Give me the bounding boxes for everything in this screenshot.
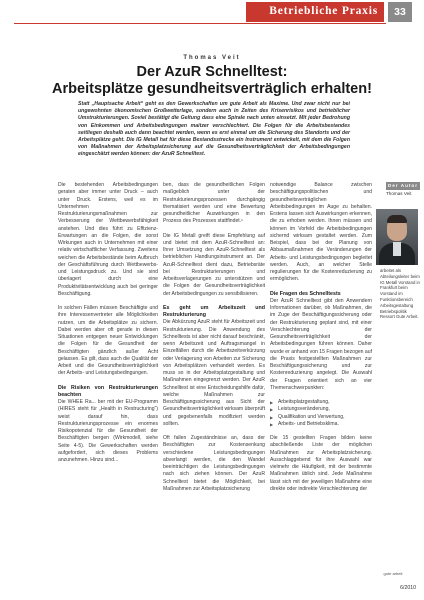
paragraph: In solchen Fällen müssen Beschäftigte und ihre Interessenvertreter alle Möglichkeiten nutzen, um die Arbeitsplätze zu sichern. Dabei werden aber oft gerade in diesen Situationen entgegen neuer Entwicklungen die Folgen für die Gesundheit der Beschäftigten gänzlich außer Acht gelassen. Es gilt, dass auch die Qualität der Arbeit und die Gesundheitsverträglichkeit der Arbeits- und Leistungsbedingungen. xyxy=(58,305,158,377)
paragraph: Die 15 gestellten Fragen bilden keine abschließende Liste der möglichen Maßnahmen zur Arbeitsplatzsicherung. Ausschlaggebend für ihre Auswahl war vielmehr die Häufigkeit, mit der bestimmte Maßnahmen üblich sind. Jede Maßnahme lässt sich mit der jeweiligen Maßnahme eine direkte oder indirekte Verschlechterung der xyxy=(270,435,372,492)
header-rule xyxy=(14,23,386,24)
list-item: ▶ Arbeitsplatzgestaltung, xyxy=(270,399,372,406)
subheading: Die Fragen des Schnelltests xyxy=(270,290,341,297)
list-item: ▶ Leistungsveränderung, xyxy=(270,406,372,413)
article-author: Thomas Veit xyxy=(183,55,241,61)
paragraph: Die Abkürzung AzuR steht für Arbeitszeit und Restrukturierung. Die Anwendung des Schnelltests ist aber nicht darauf beschränkt, wenn Arbeitszeit und Auftragsmangel in Einzelfällen durch die Arbeitszeitverkürzung oder Verlagerung von Arbeiten zur Sicherung von Arbeitsplätzen verhandelt werden. Es muss so in der Arbeitsplatzgestaltung und Maßnahmen eingegrenzt werden. Der AzuR Schnelltest ist eine Entscheidungshilfe dafür, welche Maßnahmen zur Beschäftigungssicherung aus Sicht der Gesundheitsverträglichkeit wirksam überprüft und gegebenenfalls modifiziert werden sollten. xyxy=(163,319,265,427)
paragraph: Die IG Metall greift diese Empfehlung auf und bietet mit dem AzuR-Schnelltest an: Ihrer Umsetzung den AzuR-Schnelltest als betrieblichen Handlungsinstrument an. Der AzuR-Schnelltest dient dazu, Betriebsräte bei Restrukturierungen und Arbeitsverlagerungen zu unterstützen und die Folgen der Gesundheitsverträglichkeit der Arbeitsbedingungen zu sensibilisieren. xyxy=(163,232,265,297)
article-lead: Statt „Hauptsache Arbeit“ geht es den Gewerkschaften um gute Arbeit als Maxime. Und zwar nicht nur bei ungewohnten ökonomischen Großwetterlage, sondern auch in Zeiten des Krisenrisikos und betrieblicher Umstrukturierungen. Soviel bestätigt die Geltung dass eine Spirale nach unten einsetzt. Mit jeder Bedrohung von Einkommen und Arbeitsbedingungen maitzer verschlechtert. Die Folgen für die Arbeitsbestandes seitliegen deshalb auch dann beachtet werden, wenn es erst einmal um die Sicherung des Standorts und der Arbeitsplätze geht. Die IG Metall hat für diese Bestandsstrecke ein Instrument entwickelt, mit dem die Folgen von Maßnahmen der Arbeitsplatzsicherung auf die Gesundheitsverträglichkeit der Arbeitsbedingungen eingeschätzt werden können: der AzuR Schnelltest. xyxy=(78,101,350,158)
text-column-1 xyxy=(58,182,158,471)
text-column-2 xyxy=(163,182,265,500)
topic-list xyxy=(270,399,372,428)
magazine-logo: gute arbeit xyxy=(383,571,403,576)
author-photo xyxy=(376,209,418,265)
author-bio: arbeitet als Abteilungsleiter beim IG Metall Vorstand in Frankfurt beim Vorstand im Funktionsbereich Arbeitsgestaltung Betriebspolitik Ressort Gute Arbeit. xyxy=(380,268,420,320)
article-subtitle: Arbeitsplätze gesundheitsverträglich erhalten! xyxy=(52,81,372,97)
list-item: ▶ Arbeits- und Betriebsklima. xyxy=(270,421,372,428)
author-box-name: Thomas Veit xyxy=(386,191,412,196)
paragraph: Oft fallen Zugeständnisse an, dass der Beschäftigten zur Kostensenkung verschiedene Leistungsbedingungen abverlangt werden, die den Wandel beeinträchtigen die Leistungsbedingungen nach sich ziehen können. Der AzuR Schnelltest bietet die Möglichkeit, bei Maßnahmen zur Arbeitsplatzsicherung xyxy=(163,435,265,492)
paragraph: ben, dass die gesundheitlichen Folgen maßgeblich unter der Restrukturierungsprozessen durchgängig thematisiert werden und eine Bewertung gesundheitlicher Auswirkungen in den Prozess des Prozesses stattfindet.¹ xyxy=(163,182,265,225)
issue-reference: 6/2010 xyxy=(400,585,416,591)
section-title: Betriebliche Praxis xyxy=(269,5,378,17)
list-item: ▶ Qualifikation und Verwertung, xyxy=(270,414,372,421)
subheading: Es geht um Arbeitszeit und Restrukturierung xyxy=(163,304,265,318)
author-box-heading: Der Autor xyxy=(387,183,418,188)
subheading: Die Risiken von Restrukturierungen beachten xyxy=(58,384,158,398)
page-number: 33 xyxy=(388,2,412,22)
article-title: Der AzuR Schnelltest: xyxy=(136,64,288,80)
paragraph: Der AzuR Schnelltest gibt den Anwendern Informationen darüber, ob Maßnahmen, die im Zuge der Beschäftigungssicherung oder der Restrukturierung geplant sind, mit einer Verschlechterung der Gesundheitsverträglichkeit der Arbeitsbedingungen führen können. Daher wurde er anhand von 15 Fragen bezogen auf die Praxis festgestellten Maßnahmen zur Beschäftigungssicherung und zur Kostenreduzierung angelegt. Die Auswahl der Fragen orientiert sich an vier Themenschwerpunkten: xyxy=(270,297,372,391)
paragraph: Die bestehenden Arbeitsbedingungen geraten aber immer unter Druck – auch unter Druck. Erstens, weil es im Unternehmen Restrukturierungsmaßnahmen zur Verbesserung der Wettbewerbsfähigkeit anstehen. Und dies führt zu Effizienz-Erwartungen an die Folgen, die sonst Wirkungen auch in Unternehmen mit einer relativ wirtschaftlicher Verfassung. Zweitens weichen die Arbeitsbestände beim Aufbruch der Geschäftsführung durch Wettbewerbs- und Leistungsdruck zu. Und sie sind überlagert durch eine Produktivitätsentwicklung auch bei geringer Beschäftigung. xyxy=(58,182,158,297)
text-column-3 xyxy=(270,182,372,500)
paragraph: Die WHEE Ra... ber mit der EU-Programm (HIRES steht für „Health in Restructuring“) weist darauf hin, dass Restrukturierungsprozesse ein enormes Risikopotenzial für die Gesundheit der Beschäftigten bergen (Wirkmodell, siehe Seite 4-5). Die Gewerkschaften werden aufgefordert, sich dieses Problems anzunehmen. Hinzu sind... xyxy=(58,399,158,463)
paragraph: notwendige Balance zwischen beschäftigungspolitischen und gesundheitsverträglichen Arbeitsbedingungen im Auge zu behalten. Erstens lassen sich Auswirkungen erkennen, die zu erhoben werden. Ihnen müssen und können im Vorfeld die Arbeitsbedingungen sichernd wirksam gestaltet werden. Zum Beispiel, dass bei der Planung von Abbaumaßnahmen die Veränderungen der Arbeits- und Leistungsbedingungen begleitet werden. Auch, an welcher Stelle regulierungen für die Kostenreduzierung zu ermöglichen. xyxy=(270,182,372,283)
